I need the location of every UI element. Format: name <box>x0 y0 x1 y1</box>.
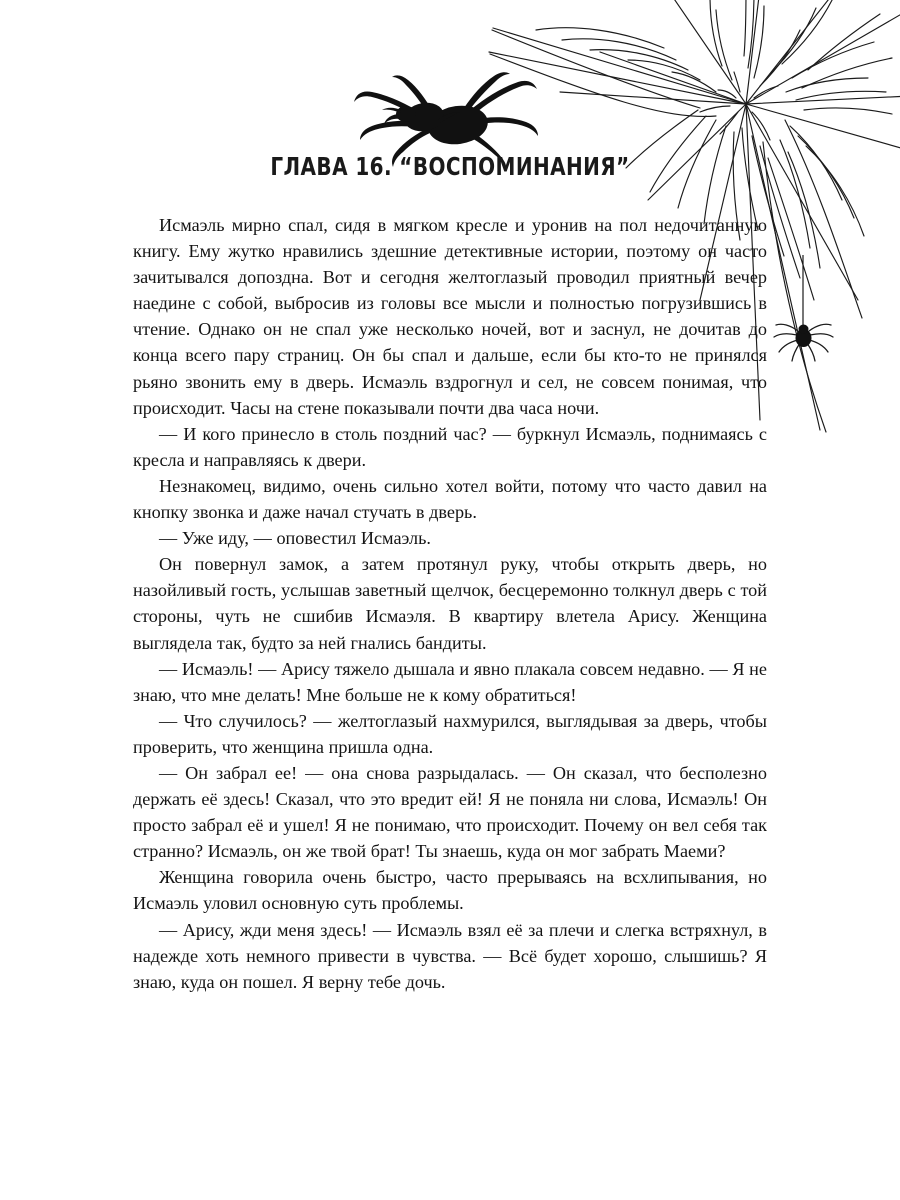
paragraph: Исмаэль мирно спал, сидя в мягком кресле и уронив на пол недочитанную книгу. Ему жутко нравились здешние детективные истории, поэтому он часто зачитывался допоздна. Вот и сегодня желтоглазый проводил приятный вечер наедине с собой, выбросив из головы все мысли и полностью погрузившись в чтение. Однако он не спал уже несколько ночей, вот и заснул, не дочитав до конца всего пару страниц. Он бы спал и дальше, если бы кто-то не принялся рьяно звонить ему в дверь. Исмаэль вздрогнул и сел, не совсем понимая, что происходит. Часы на стене показывали почти два часа ночи. <box>133 215 767 418</box>
paragraph: — Что случилось? — желтоглазый нахмурился, выглядывая за дверь, чтобы проверить, что женщина пришла одна. <box>133 710 767 757</box>
hanging-spider-icon <box>772 255 836 365</box>
paragraph: — Он забрал ее! — она снова разрыдалась. — Он сказал, что бесполезно держать её здесь! Сказал, что это вредит ей! Я не поняла ни слова, Исмаэль! Он просто забрал её и ушел! Я не понимаю, что происходит. Почему он вел себя так странно? Исмаэль, он же твой брат! Ты знаешь, куда он мог забрать Маеми? <box>133 762 767 862</box>
paragraph: — Уже иду, — оповестил Исмаэль. <box>159 528 431 549</box>
paragraph: — И кого принесло в столь поздний час? — буркнул Исмаэль, поднимаясь с кресла и направляясь к двери. <box>133 423 767 470</box>
body-text <box>133 212 767 995</box>
paragraph: — Исмаэль! — Арису тяжело дышала и явно плакала совсем недавно. — Я не знаю, что мне делать! Мне больше не к кому обратиться! <box>133 658 767 705</box>
paragraph: Женщина говорила очень быстро, часто прерываясь на всхлипывания, но Исмаэль уловил основную суть проблемы. <box>133 867 767 914</box>
paragraph: Он повернул замок, а затем протянул руку, чтобы открыть дверь, но назойливый гость, услышав заветный щелчок, бесцеремонно толкнул дверь с той стороны, чуть не сшибив Исмаэля. В квартиру влетела Арису. Женщина выглядела так, будто за ней гнались бандиты. <box>133 554 767 653</box>
paragraph: — Арису, жди меня здесь! — Исмаэль взял её за плечи и слегка встряхнул, в надежде хоть немного привести в чувства. — Всё будет хорошо, слышишь? Я знаю, куда он пошел. Я верну тебе дочь. <box>133 919 767 992</box>
chapter-title: ГЛАВА 16. “ВОСПОМИНАНИЯ” <box>270 152 630 181</box>
paragraph: Незнакомец, видимо, очень сильно хотел войти, потому что часто давил на кнопку звонка и даже начал стучать в дверь. <box>133 475 767 523</box>
